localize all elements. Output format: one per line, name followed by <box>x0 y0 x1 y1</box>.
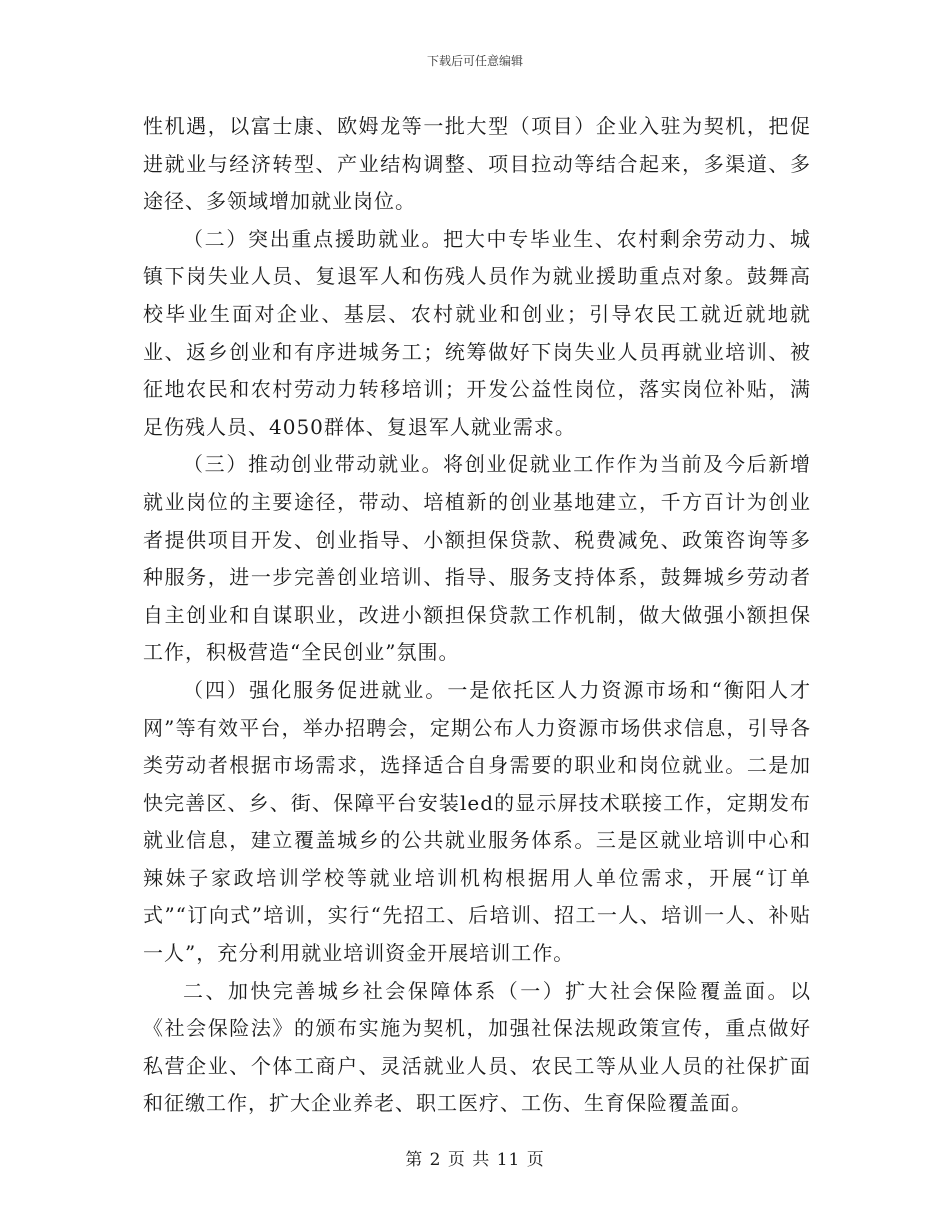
paragraph-2: （二）突出重点援助就业。把大中专毕业生、农村剩余劳动力、城镇下岗失业人员、复退军人和伤残人员作为就业援助重点对象。鼓舞高校毕业生面对企业、基层、农村就业和创业；引导农民工就近就地就业、返乡创业和有序进城务工；统筹做好下岗失业人员再就业培训、被征地农民和农村劳动力转移培训；开发公益性岗位，落实岗位补贴，满足伤残人员、4050群体、复退军人就业需求。 <box>143 226 811 439</box>
paragraph-1: 性机遇，以富士康、欧姆龙等一批大型（项目）企业入驻为契机，把促进就业与经济转型、产业结构调整、项目拉动等结合起来，多渠道、多途径、多领域增加就业岗位。 <box>143 114 811 214</box>
paragraph-4: （四）强化服务促进就业。一是依托区人力资源市场和“衡阳人才网”等有效平台，举办招聘会，定期公布人力资源市场供求信息，引导各类劳动者根据市场需求，选择适合自身需要的职业和岗位就业。二是加快完善区、乡、街、保障平台安装led的显示屏技术联接工作，定期发布就业信息，建立覆盖城乡的公共就业服务体系。三是区就业培训中心和辣妹子家政培训学校等就业培训机构根据用人单位需求，开展“订单式”“订向式”培训，实行“先招工、后培训、招工一人、培训一人、补贴一人”，充分利用就业培训资金开展培训工作。 <box>143 677 811 966</box>
paragraph-5: 二、加快完善城乡社会保障体系（一）扩大社会保险覆盖面。以《社会保险法》的颁布实施为契机，加强社保法规政策宣传，重点做好私营企业、个体工商户、灵活就业人员、农民工等从业人员的社保扩面和征缴工作，扩大企业养老、职工医疗、工伤、生育保险覆盖面。 <box>143 978 811 1116</box>
document-body <box>143 108 811 1123</box>
page-number-footer: 第 2 页 共 11 页 <box>405 1150 545 1170</box>
page-header-note: 下载后可任意编辑 <box>426 54 523 68</box>
paragraph-3: （三）推动创业带动就业。将创业促就业工作作为当前及今后新增就业岗位的主要途径，带动、培植新的创业基地建立，千方百计为创业者提供项目开发、创业指导、小额担保贷款、税费减免、政策咨询等多种服务，进一步完善创业培训、指导、服务支持体系，鼓舞城乡劳动者自主创业和自谋职业，改进小额担保贷款工作机制，做大做强小额担保工作，积极营造“全民创业”氛围。 <box>143 452 811 665</box>
